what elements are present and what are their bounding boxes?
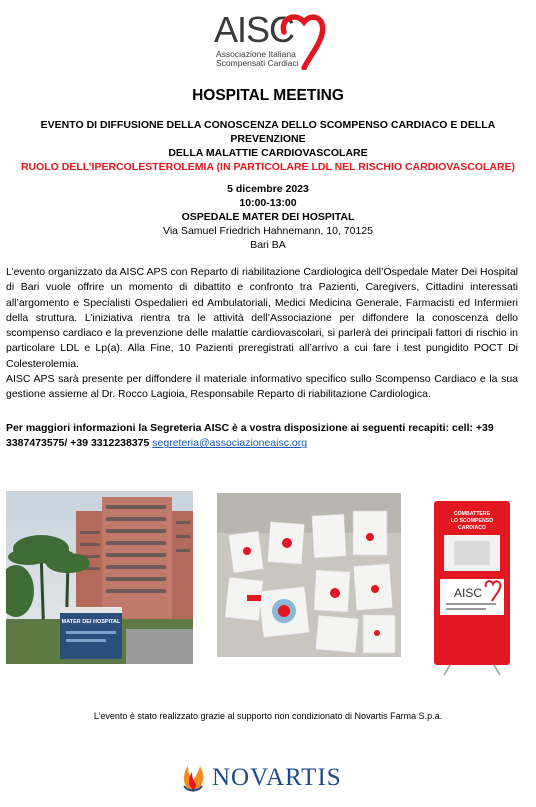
logo-subtitle (216, 50, 299, 68)
rollup-logo-text: AISC (453, 586, 483, 600)
event-venue: OSPEDALE MATER DEI HOSPITAL (181, 211, 355, 223)
event-city: Bari BA (250, 239, 286, 251)
subtitle-red-line: RUOLO DELL’IPERCOLESTEROLEMIA (IN PARTICOLARE LDL NEL RISCHIO CARDIOVASCOLARE) (20, 161, 516, 173)
novartis-wordmark: NOVARTIS (212, 764, 342, 791)
logo-subtitle-line1: Associazione Italiana (216, 49, 296, 59)
rollup-banner-image (428, 497, 516, 675)
logo-wordmark: AISC (214, 9, 295, 50)
hospital-sign-text: MATER DEI HOSPITAL (61, 619, 121, 625)
brochures-photo-image (217, 493, 401, 657)
page-title: HOSPITAL MEETING (192, 87, 344, 104)
logo-subtitle-line2: Scompensati Cardiaci (216, 58, 299, 68)
event-subtitle (20, 118, 516, 174)
contact-email-link[interactable]: segreteria@associazioneaisc.org (152, 437, 308, 450)
event-details (0, 182, 536, 252)
subtitle-line2: DELLA MALATTIE CARDIOVASCOLARE (168, 147, 368, 159)
event-address: Via Samuel Friedrich Hahnemann, 10, 70125 (163, 225, 373, 237)
novartis-logo (178, 756, 368, 796)
event-time: 10:00-13:00 (239, 197, 297, 209)
rollup-banner-photo (428, 497, 516, 675)
svg-text:CARDIACO: CARDIACO (458, 525, 486, 531)
event-description (6, 265, 518, 403)
svg-text:COMBATTERE: COMBATTERE (453, 511, 491, 517)
subtitle-line1: EVENTO DI DIFFUSIONE DELLA CONOSCENZA DELLO SCOMPENSO CARDIACO E DELLA PREVENZIONE (40, 119, 496, 145)
sponsor-note: L’evento è stato realizzato grazie al supporto non condizionato di Novartis Farma S.p.a. (93, 711, 443, 721)
description-paragraph-2: AISC APS sarà presente per diffondere il materiale informativo specifico sullo Scompenso Cardiaco e la sua gestione assieme al Dr. Rocco Lagioia, Responsabile Reparto di riabilitazione Cardiologica. (6, 373, 518, 401)
flame-icon (178, 756, 208, 794)
hospital-photo-image (6, 491, 193, 664)
contact-text: Per maggiori informazioni la Segreteria AISC è a vostra disposizione ai seguenti recapiti: cell: +39 3387473575/ +39 3312238375 (6, 422, 494, 450)
svg-text:LO SCOMPENSO: LO SCOMPENSO (450, 518, 494, 524)
brochures-photo (217, 493, 401, 657)
description-paragraph-1: L’evento organizzato da AISC APS con Reparto di riabilitazione Cardiologica dell’Ospedale Mater Dei Hospital di Bari vuole offrire un momento di dibattito e confronto tra Pazienti, Caregivers, Cittadini interessati all’argomento e Specialisti Ospedalieri ed Ambulatoriali, Medici Medicina Generale, Farmacisti ed Infermieri della struttura. L’iniziativa rientra tra le attività dell’Associazione per diffondere la conoscenza dello scompenso cardiaco e la prevenzione delle malattie cardiovascolari, si parlerà dei principali fattori di rischio in particolare LDL e Lp(a). Alla Fine, 10 Pazienti preregistrati all’arrivo a cui fare i test pungidito POCT Di Colesterolemia. (6, 266, 518, 370)
aisc-logo (214, 6, 326, 76)
contact-info (6, 421, 518, 452)
event-date: 5 dicembre 2023 (227, 183, 309, 195)
hospital-photo (6, 491, 193, 664)
